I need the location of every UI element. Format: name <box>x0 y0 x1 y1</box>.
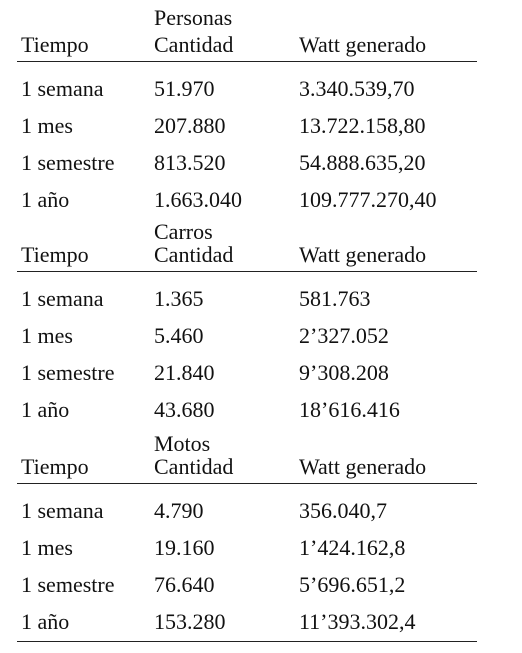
section-header <box>17 430 477 484</box>
section-carros <box>17 218 477 431</box>
section-rows <box>17 484 477 642</box>
table-row <box>17 281 477 318</box>
section-header <box>17 218 477 272</box>
section-personas <box>17 4 477 219</box>
cell-tiempo: 1 semana <box>21 76 104 101</box>
cell-tiempo: 1 semestre <box>21 572 115 597</box>
cell-watt: 5’696.651,2 <box>299 572 406 597</box>
cell-watt: 54.888.635,20 <box>299 150 426 175</box>
table-row <box>17 493 477 530</box>
column-header-cantidad: Cantidad <box>154 32 234 57</box>
cell-tiempo: 1 año <box>21 609 70 634</box>
table-row <box>17 392 477 429</box>
cell-watt: 581.763 <box>299 286 371 311</box>
cell-tiempo: 1 mes <box>21 113 73 138</box>
cell-watt: 18’616.416 <box>299 397 400 422</box>
cell-cantidad: 1.663.040 <box>154 187 242 212</box>
cell-cantidad: 153.280 <box>154 609 226 634</box>
section-header <box>17 4 477 62</box>
cell-tiempo: 1 mes <box>21 535 73 560</box>
column-header-watt: Watt generado <box>299 32 427 57</box>
cell-tiempo: 1 año <box>21 187 70 212</box>
group-label: Carros <box>154 219 213 244</box>
cell-cantidad: 4.790 <box>154 498 204 523</box>
table-row <box>17 182 477 219</box>
cell-watt: 1’424.162,8 <box>299 535 406 560</box>
cell-tiempo: 1 semestre <box>21 150 115 175</box>
cell-watt: 2’327.052 <box>299 323 389 348</box>
column-header-watt: Watt generado <box>299 454 427 479</box>
cell-cantidad: 1.365 <box>154 286 204 311</box>
cell-cantidad: 21.840 <box>154 360 215 385</box>
table-row <box>17 530 477 567</box>
cell-watt: 109.777.270,40 <box>299 187 437 212</box>
cell-cantidad: 43.680 <box>154 397 215 422</box>
column-header-cantidad: Cantidad <box>154 454 234 479</box>
cell-cantidad: 813.520 <box>154 150 226 175</box>
table-row <box>17 604 477 641</box>
column-header-tiempo: Tiempo <box>21 454 89 479</box>
cell-cantidad: 207.880 <box>154 113 226 138</box>
cell-cantidad: 5.460 <box>154 323 204 348</box>
data-table <box>17 4 477 642</box>
group-label: Motos <box>154 431 211 456</box>
table-row <box>17 71 477 108</box>
section-rows <box>17 272 477 431</box>
cell-watt: 9’308.208 <box>299 360 389 385</box>
column-header-watt: Watt generado <box>299 242 427 267</box>
column-header-tiempo: Tiempo <box>21 32 89 57</box>
table-row <box>17 355 477 392</box>
cell-cantidad: 19.160 <box>154 535 215 560</box>
cell-watt: 3.340.539,70 <box>299 76 415 101</box>
table-row <box>17 567 477 604</box>
table-row <box>17 145 477 182</box>
column-header-tiempo: Tiempo <box>21 242 89 267</box>
section-rows <box>17 62 477 219</box>
cell-cantidad: 51.970 <box>154 76 215 101</box>
table-row <box>17 108 477 145</box>
column-header-cantidad: Cantidad <box>154 242 234 267</box>
cell-watt: 356.040,7 <box>299 498 387 523</box>
cell-watt: 13.722.158,80 <box>299 113 426 138</box>
section-motos <box>17 430 477 642</box>
cell-tiempo: 1 mes <box>21 323 73 348</box>
table-row <box>17 318 477 355</box>
group-label: Personas <box>154 5 233 30</box>
cell-tiempo: 1 semana <box>21 286 104 311</box>
cell-tiempo: 1 semestre <box>21 360 115 385</box>
cell-tiempo: 1 año <box>21 397 70 422</box>
cell-tiempo: 1 semana <box>21 498 104 523</box>
cell-cantidad: 76.640 <box>154 572 215 597</box>
cell-watt: 11’393.302,4 <box>299 609 416 634</box>
